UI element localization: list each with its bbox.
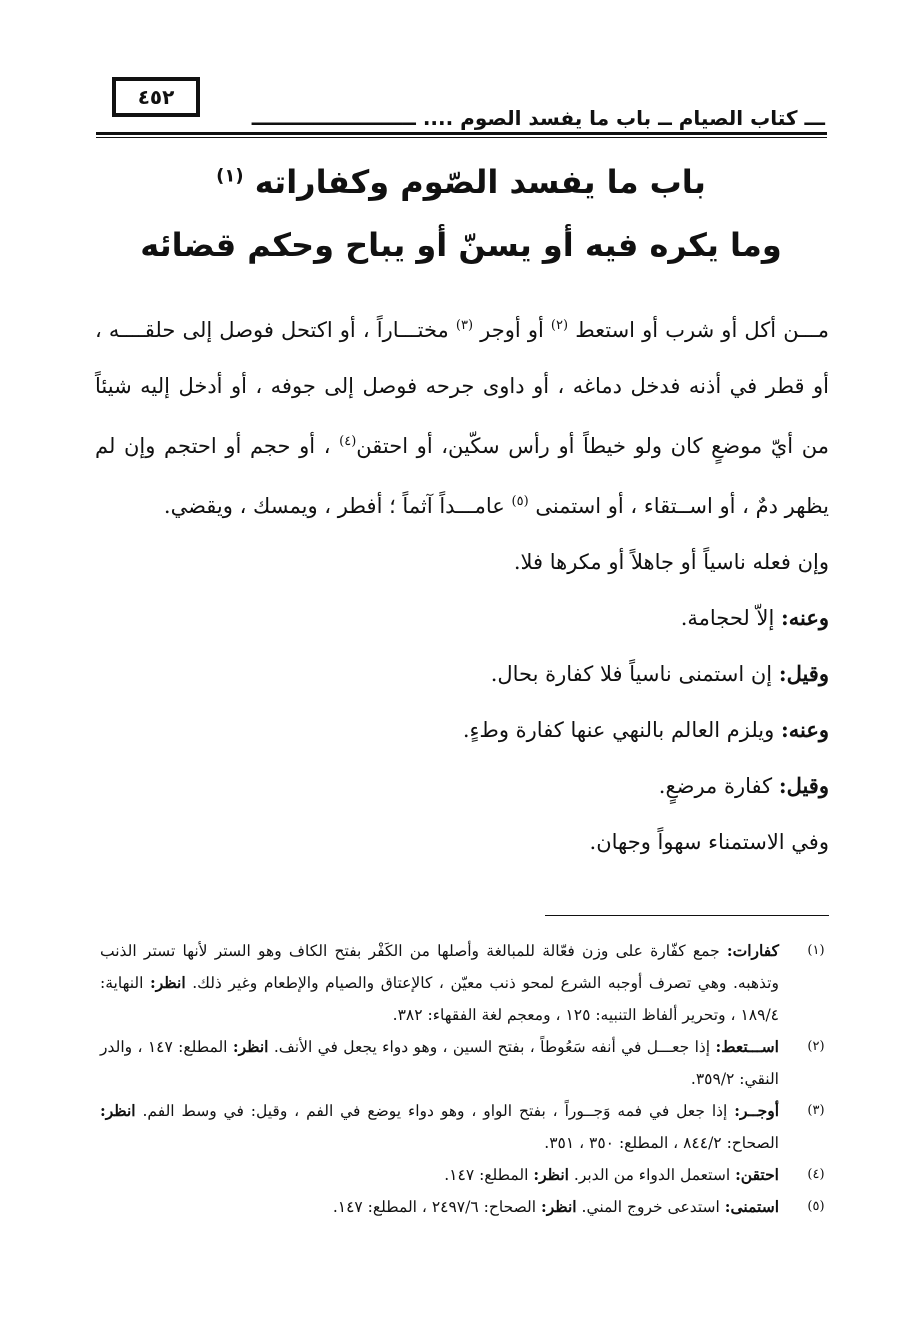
footnote-number: (٢) [807, 1039, 825, 1054]
footnote-3 [100, 1095, 831, 1159]
footnote-term: اســـتعط: [715, 1037, 779, 1056]
paragraph-3-label: وعنه: [780, 605, 829, 630]
footnote-5 [100, 1191, 831, 1223]
paragraph-1 [95, 298, 829, 534]
paragraph-1-part-c: مختـــاراً ، أو اكتحل فوصل إلى حلقــــه ، أو قطر في أذنه فدخل دماغه ، أو داوى جرحه فوصل إلى جوفه ، أو أدخل إليه شيئاً من أيّ موضعٍ كان ولو خيطاً أو رأس سكّين، أو احتقن [95, 318, 829, 458]
footnote-source: النهاية: ١٨٩/٤ ، وتحرير ألفاظ التنبيه: ١٢٥ ، ومعجم لغة الفقهاء: ٣٨٢. [100, 974, 779, 1024]
footnote-source: الصحاح: ٨٤٤/٢ ، المطلع: ٣٥٠ ، ٣٥١. [544, 1134, 779, 1152]
footnotes [100, 935, 831, 1223]
paragraph-5-text: ويلزم العالم بالنهي عنها كفارة وطءٍ. [462, 718, 775, 742]
footnote-ref-2: (٢) [550, 318, 569, 333]
footnote-see-label: انظر: [150, 973, 186, 992]
main-text [95, 298, 829, 870]
page-number: ٤٥٢ [137, 85, 175, 109]
footnote-text: استدعى خروج المني. [581, 1198, 720, 1216]
footnote-ref-4: (٤) [339, 434, 357, 449]
footnote-separator [545, 915, 829, 916]
footnote-text: جمع كفّارة على وزن فعّالة للمبالغة وأصلها من الكَفْر بفتح الكاف وهو الستر لأنها تستر الذنب وتذهبه. وهي تصرف أوجبه الشرع لمحو ذنب معيّن ، كالإعتاق والصيام والإطعام وغير ذلك. [100, 942, 779, 992]
footnote-text: استعمل الدواء من الدبر. [573, 1166, 731, 1184]
paragraph-2: وإن فعله ناسياً أو جاهلاً أو مكرها فلا. [513, 550, 829, 574]
footnote-2 [100, 1031, 831, 1095]
footnote-1 [100, 935, 831, 1031]
chapter-title-line2: وما يكره فيه أو يسنّ أو يباح وحكم قضائه [140, 226, 782, 264]
paragraph-7: وفي الاستمناء سهواً وجهان. [589, 830, 829, 854]
footnote-term: كفارات: [726, 941, 779, 960]
paragraph-6-label: وقيل: [778, 773, 829, 798]
paragraph-1-part-e: عامـــداً آثماً ؛ أفطر ، ويمسك ، ويقضي. [163, 494, 505, 518]
footnote-text: إذا جعل في فمه وَجــوراً ، بفتح الواو ، وهو دواء يوضع في الفم ، وقيل: في وسط الفم. [142, 1102, 728, 1120]
footnote-source: المطلع: ١٤٧ ، والدر النقي: ٣٥٩/٢. [100, 1038, 779, 1088]
paragraph-4-text: إن استمنى ناسياً فلا كفارة بحال. [490, 662, 773, 686]
footnote-see-label: انظر: [232, 1037, 269, 1056]
chapter-title-line1 [100, 163, 822, 201]
footnote-ref-5: (٥) [511, 494, 529, 509]
header-rule [96, 132, 827, 135]
footnote-see-label: انظر: [540, 1197, 577, 1216]
footnote-ref-3: (٣) [455, 318, 474, 333]
paragraph-1-part-d: ، أو حجم أو احتجم وإن لم يظهر دمٌ ، أو اســتقاء ، أو استمنى [95, 434, 829, 518]
footnote-see-label: انظر: [533, 1165, 569, 1184]
paragraph-4-label: وقيل: [778, 661, 829, 686]
footnote-term: احتقن: [735, 1165, 779, 1184]
paragraph-5-label: وعنه: [780, 717, 829, 742]
footnote-text: إذا جعـــل في أنفه سَعُوطاً ، بفتح السين ، وهو دواء يجعل في الأنف. [273, 1038, 711, 1056]
footnote-number: (١) [807, 943, 825, 958]
footnote-source: المطلع: ١٤٧. [444, 1166, 529, 1184]
paragraph-6-text: كفارة مرضعٍ. [658, 774, 773, 798]
footnote-number: (٥) [807, 1199, 825, 1214]
paragraph-4 [95, 646, 829, 702]
footnote-number: (٤) [807, 1167, 825, 1182]
footnote-term: استمنى: [724, 1197, 779, 1216]
footnote-4 [100, 1159, 831, 1191]
page-number-box [112, 77, 200, 117]
paragraph-5 [95, 702, 829, 758]
paragraph-1-part-a: مـــن أكل أو شرب أو استعط [575, 318, 829, 342]
footnote-source: الصحاح: ٢٤٩٧/٦ ، المطلع: ١٤٧. [332, 1198, 537, 1216]
footnote-term: أوجــر: [734, 1101, 779, 1120]
paragraph-6 [95, 758, 829, 814]
chapter-title-footnote-mark: (١) [216, 165, 244, 187]
paragraph-3-text: إلاّ لحجامة. [680, 606, 775, 630]
paragraph-1-part-b: أو أوجر [480, 318, 544, 342]
footnote-see-label: انظر: [100, 1101, 136, 1120]
paragraph-3 [95, 590, 829, 646]
chapter-title-text: باب ما يفسد الصّوم وكفاراته [254, 163, 706, 201]
running-header: ـــ كتاب الصيام ــ باب ما يفسد الصوم .... ــــــــــــــــــــــــ [251, 106, 825, 130]
footnote-number: (٣) [807, 1103, 825, 1118]
header-rule-thin [96, 137, 827, 138]
